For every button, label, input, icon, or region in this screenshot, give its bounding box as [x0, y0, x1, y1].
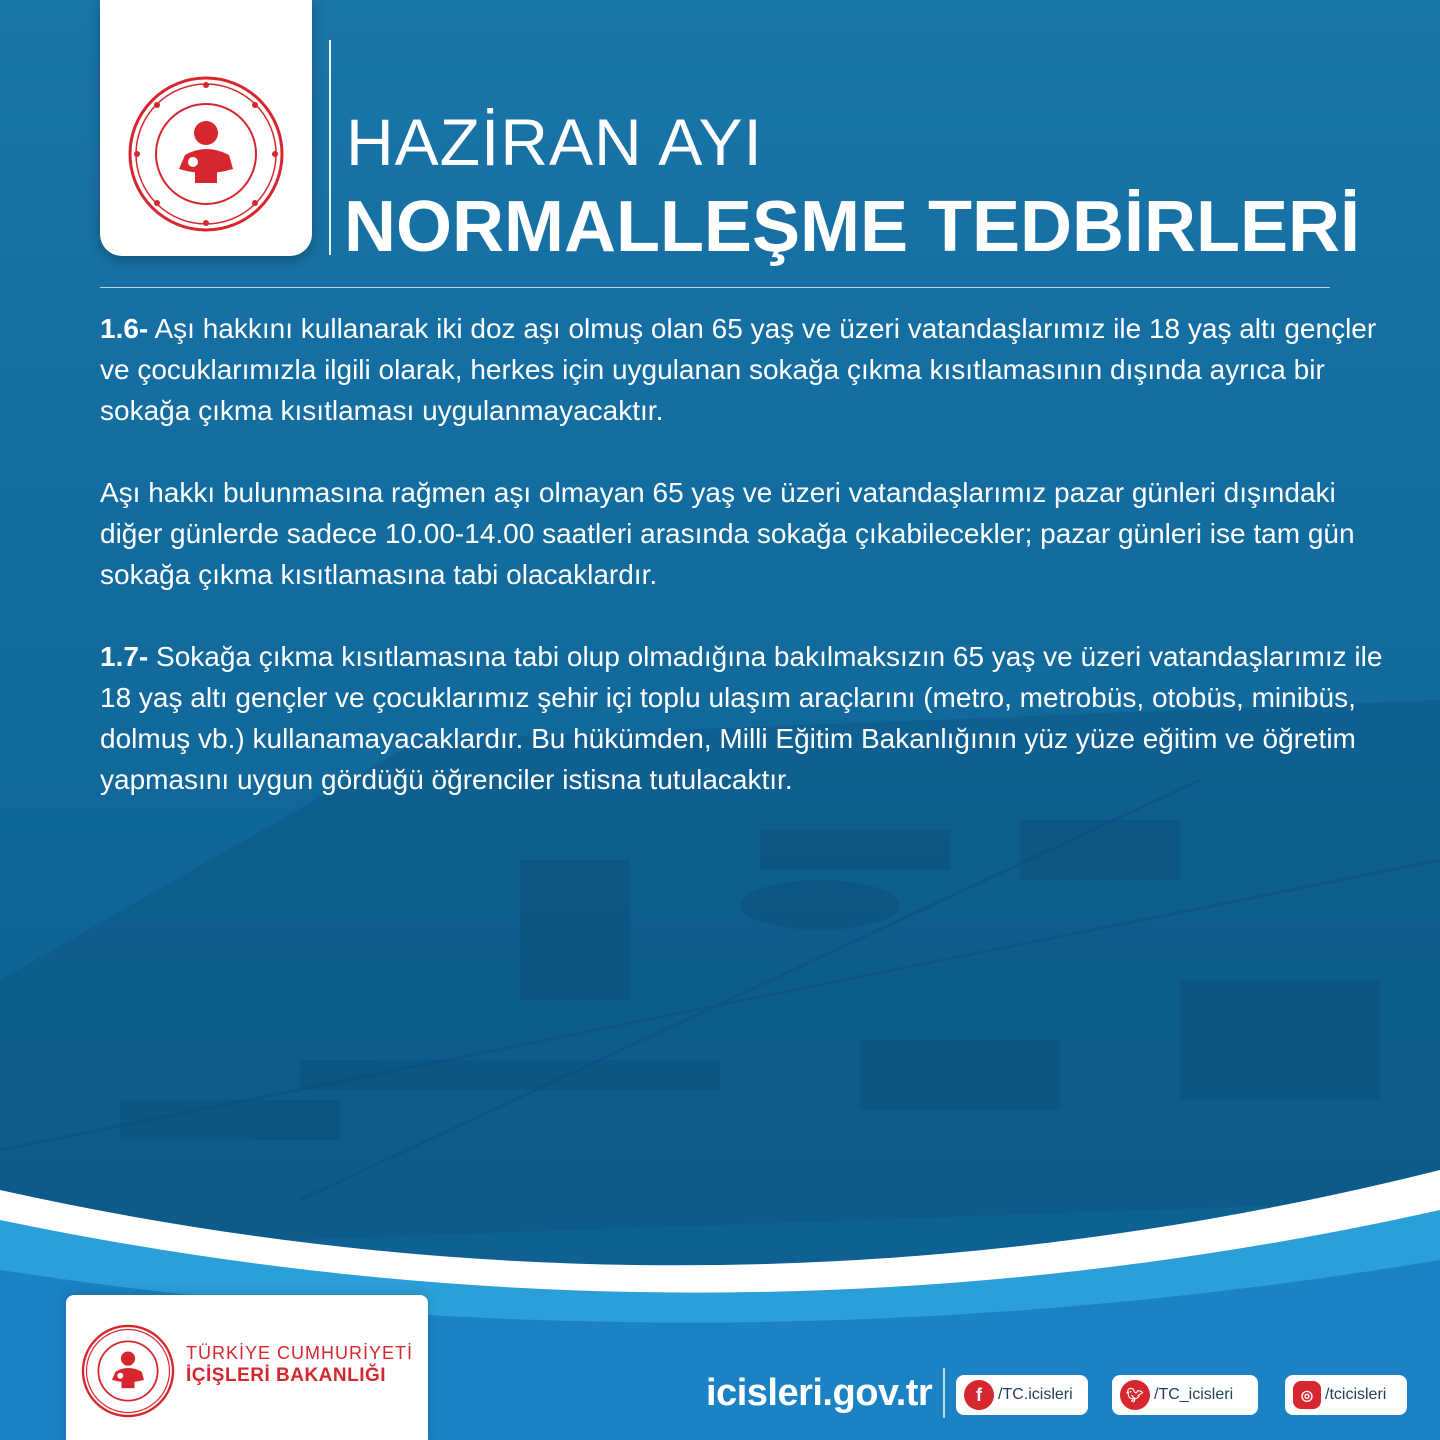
ministry-logo-card [100, 0, 312, 256]
twitter-link[interactable] [1112, 1375, 1258, 1415]
section-1-6-continued [100, 472, 1390, 595]
facebook-icon: f [964, 1380, 994, 1410]
section-text: Sokağa çıkma kısıtlamasına tabi olup olmadığına bakılmaksızın 65 yaş ve üzeri vatandaşlarımız ile 18 yaş altı gençler ve çocuklarımız şehir içi toplu ulaşım araçlarını (metro, metrobüs, otobüs, minibüs, dolmuş vb.) kullanamayacaklardır. Bu hükümden, Milli Eğitim Bakanlığının yüz yüze eğitim ve öğretim yapmasını uygun gördüğü öğrenciler istisna tutulacaktır. [100, 641, 1383, 795]
page-title-line1: HAZİRAN AYI [346, 105, 763, 179]
ministry-seal-icon [125, 73, 287, 235]
facebook-link[interactable] [956, 1375, 1088, 1415]
instagram-icon: ◎ [1293, 1381, 1321, 1409]
org-name-line2: İÇİŞLERİ BAKANLIĞI [186, 1365, 387, 1386]
instagram-handle: /tcicisleri [1325, 1386, 1387, 1403]
section-1-6 [100, 308, 1390, 431]
org-name-line1: TÜRKİYE CUMHURİYETİ [186, 1343, 414, 1363]
section-text: Aşı hakkı bulunmasına rağmen aşı olmayan 65 yaş ve üzeri vatandaşlarımız pazar günleri dışındaki diğer günlerde sadece 10.00-14.00 saatleri arasında sokağa çıkabilecekler; pazar günleri ise tam gün sokağa çıkma kısıtlamasına tabi olacaklardır. [100, 477, 1355, 590]
website-link[interactable]: icisleri.gov.tr [706, 1372, 933, 1414]
section-text: Aşı hakkını kullanarak iki doz aşı olmuş olan 65 yaş ve üzeri vatandaşlarımız ile 18 yaş altı gençler ve çocuklarımızla ilgili olarak, herkes için uygulanan sokağa çıkma kısıtlamasının dışında ayrıca bir sokağa çıkma kısıtlaması uygulanmayacaktır. [100, 313, 1377, 426]
header-divider [329, 40, 331, 255]
footer-divider [943, 1368, 945, 1418]
twitter-icon: 🐦︎ [1120, 1380, 1150, 1410]
content-body [100, 308, 1390, 841]
section-1-7 [100, 636, 1390, 800]
page-title-line2: NORMALLEŞME TEDBİRLERİ [344, 187, 1360, 267]
section-number: 1.7- [100, 641, 149, 672]
footer-logo-card [66, 1295, 428, 1440]
twitter-handle: /TC_icisleri [1154, 1386, 1234, 1403]
section-number: 1.6- [100, 313, 149, 344]
header-rule [100, 287, 1330, 288]
ministry-seal-icon [80, 1323, 176, 1419]
facebook-handle: /TC.icisleri [998, 1386, 1073, 1403]
instagram-link[interactable] [1285, 1375, 1407, 1415]
